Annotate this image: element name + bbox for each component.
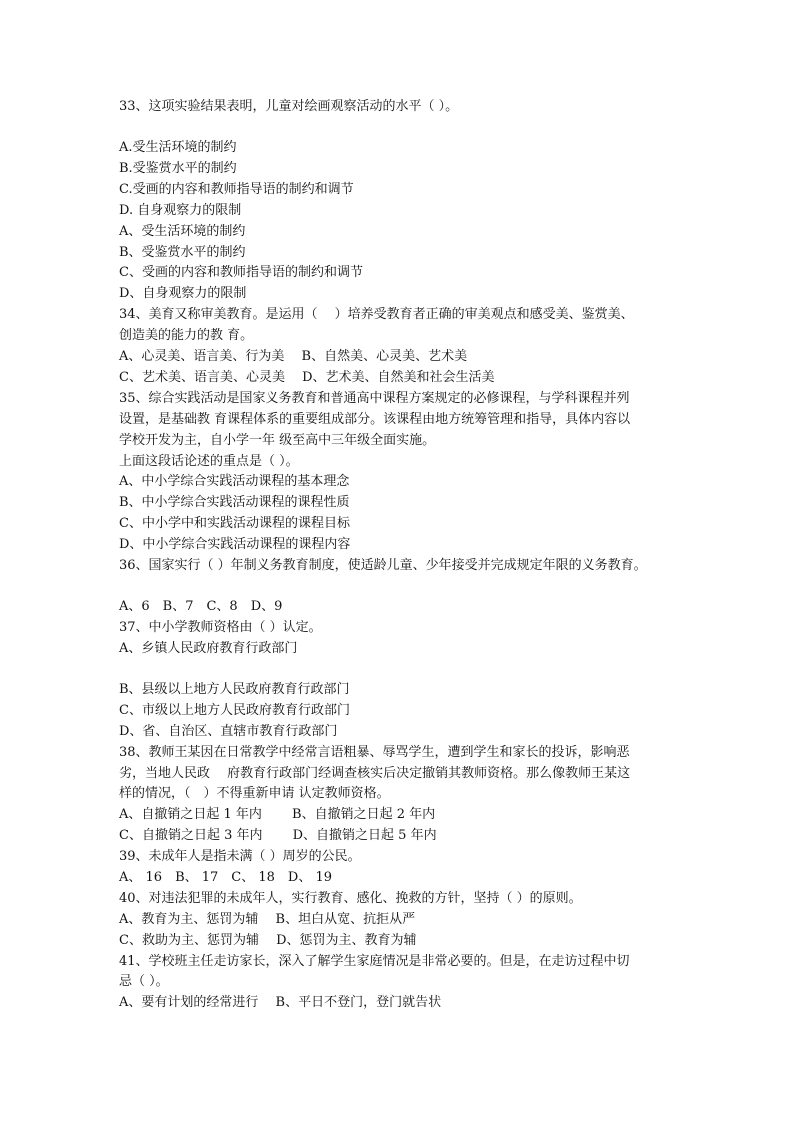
q33-option-d-alt: D、自身观察力的限制 [119,286,247,301]
q34-options-ab: A、心灵美、语言美、行为美 B、自然美、心灵美、艺术美 [119,349,468,364]
question-38-stem-line1: 38、教师王某因在日常教学中经常言语粗暴、辱骂学生，遭到学生和家长的投诉，影响恶 [119,745,630,760]
question-34-stem-line2: 创造美的能力的教 育。 [119,328,254,343]
q39-options: A、 16 B、 17 C、 18 D、 19 [119,870,333,885]
q33-option-b: B.受鉴赏水平的制约 [119,161,237,176]
q33-option-d: D. 自身观察力的限制 [119,203,242,218]
q35-option-b: B、中小学综合实践活动课程的课程性质 [119,495,350,510]
question-38-stem-line2: 劣，当地人民政 府教育行政部门经调查核实后决定撤销其教师资格。那么像教师王某这 [119,766,631,781]
question-38-stem-line3: 样的情况，（ ）不得重新申请 认定教师资格。 [119,786,390,801]
question-35-stem-line2: 设置，是基础教 育课程体系的重要组成部分。该课程由地方统筹管理和指导，具体内容以 [119,412,631,427]
question-33-stem: 33、这项实验结果表明，儿童对绘画观察活动的水平（ ）。 [119,99,459,114]
question-35-stem-line1: 35、综合实践活动是国家义务教育和普通高中课程方案规定的必修课程，与学科课程并列 [119,391,630,406]
question-39-stem: 39、未成年人是指未满（ ）周岁的公民。 [119,849,361,864]
q33-option-c: C.受画的内容和教师指导语的制约和调节 [119,182,354,197]
question-34-stem-line1: 34、美育又称审美教育。是运用（ ）培养受教育者正确的审美观点和感受美、鉴赏美、 [119,307,634,322]
question-41-stem-line1: 41、学校班主任走访家长，深入了解学生家庭情况是非常必要的。但是，在走访过程中切 [119,954,630,969]
q33-option-b-alt: B、受鉴赏水平的制约 [119,245,246,260]
q40-options-ab: A、教育为主、惩罚为辅 B、坦白从宽、抗拒从严 [119,912,416,927]
q38-options-cd: C、自撤销之日起 3 年内 D、自撤销之日起 5 年内 [119,828,437,843]
q33-option-a-alt: A、受生活环境的制约 [119,224,246,239]
q37-option-d: D、省、自治区、直辖市教育行政部门 [119,724,338,739]
q35-option-c: C、中小学中和实践活动课程的课程目标 [119,516,350,531]
q38-options-ab: A、自撤销之日起 1 年内 B、自撤销之日起 2 年内 [119,807,436,822]
q35-option-a: A、中小学综合实践活动课程的基本理念 [119,474,350,489]
q41-options-ab: A、要有计划的经常进行 B、平日不登门，登门就告状 [119,995,442,1010]
question-37-stem: 37、中小学教师资格由（ ）认定。 [119,620,322,635]
question-41-stem-line2: 忌（ ）。 [119,974,169,989]
q40-options-cd: C、救助为主、惩罚为辅 D、惩罚为主、教育为辅 [119,933,417,948]
question-35-prompt: 上面这段话论述的重点是（ ）。 [119,454,299,469]
q33-option-a: A.受生活环境的制约 [119,140,237,155]
q37-option-c: C、市级以上地方人民政府教育行政部门 [119,703,350,718]
q35-option-d: D、中小学综合实践活动课程的课程内容 [119,537,351,552]
q37-option-b: B、县级以上地方人民政府教育行政部门 [119,682,350,697]
q34-options-cd: C、艺术美、语言美、心灵美 D、艺术美、自然美和社会生活美 [119,370,495,385]
question-35-stem-line3: 学校开发为主，自小学一年 级至高中三年级全面实施。 [119,433,436,448]
question-36-stem: 36、国家实行（ ）年制义务教育制度，使适龄儿童、少年接受并完成规定年限的义务教育。 [119,558,647,573]
q33-option-c-alt: C、受画的内容和教师指导语的制约和调节 [119,265,363,280]
question-40-stem: 40、对违法犯罪的未成年人，实行教育、感化、挽救的方针，坚持（ ）的原则。 [119,891,582,906]
q37-option-a: A、乡镇人民政府教育行政部门 [119,641,298,656]
q36-options: A、6 B、7 C、8 D、9 [119,599,283,614]
